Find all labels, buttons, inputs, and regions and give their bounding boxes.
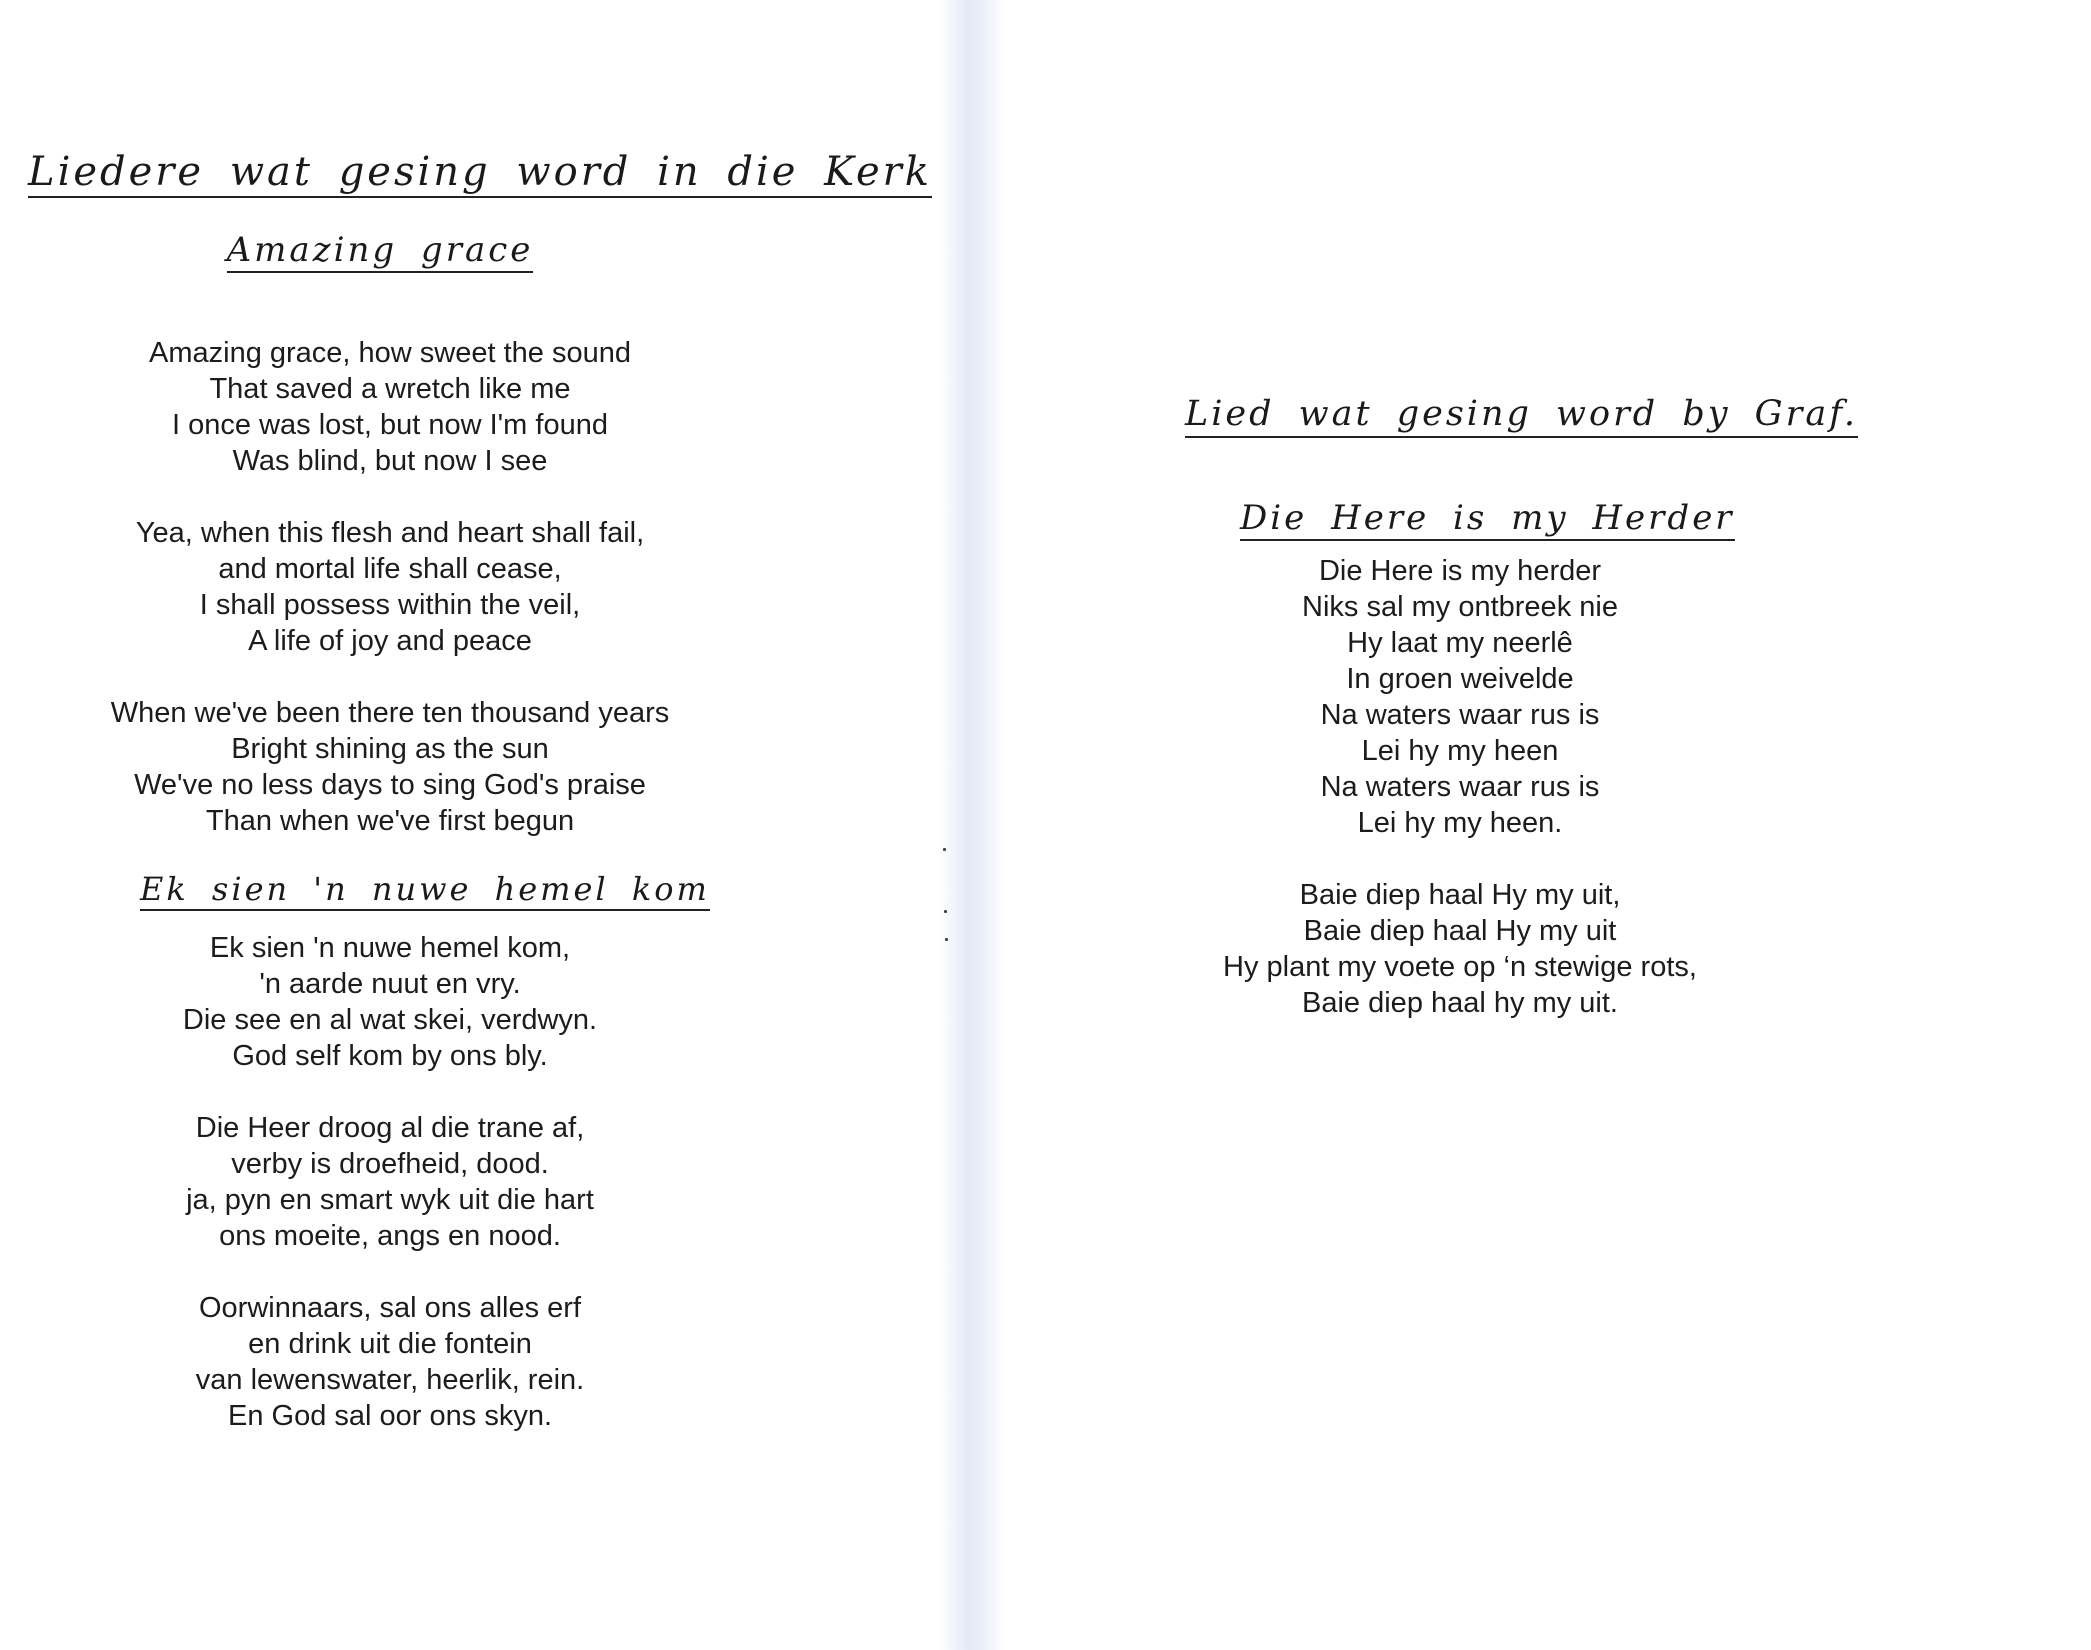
stanza: [50, 515, 730, 659]
lyric-line: and mortal life shall cease,: [218, 553, 562, 585]
song-lyrics-ek-sien: [50, 930, 730, 1434]
song-title-die-here: Die Here is my Herder: [1240, 500, 1735, 541]
lyric-line: ons moeite, angs en nood.: [219, 1220, 561, 1252]
lyric-line: Amazing grace, how sweet the sound: [149, 337, 631, 369]
left-page: [0, 0, 940, 1650]
lyric-line: Hy plant my voete op ‘n stewige rots,: [1223, 951, 1697, 983]
lyric-line: Bright shining as the sun: [231, 733, 549, 765]
lyric-line: Die Here is my herder: [1318, 555, 1602, 587]
lyric-line: Baie diep haal Hy my uit,: [1299, 879, 1621, 911]
lyric-line: Yea, when this flesh and heart shall fail,: [135, 517, 645, 549]
song-title-wrap: [1240, 498, 1735, 541]
lyric-line: Die see en al wat skei, verdwyn.: [182, 1004, 598, 1036]
main-heading-right-wrap: [1185, 394, 1859, 438]
stanza: [1145, 877, 1775, 1021]
lyric-line: Baie diep haal Hy my uit: [1303, 915, 1617, 947]
fold-mark: [944, 910, 947, 913]
stanza: [50, 930, 730, 1074]
lyric-line: Oorwinnaars, sal ons alles erf: [199, 1292, 581, 1324]
lyric-line: Niks sal my ontbreek nie: [1302, 591, 1618, 623]
lyric-line: We've no less days to sing God's praise: [134, 769, 646, 801]
lyric-line: Baie diep haal hy my uit.: [1302, 987, 1618, 1019]
lyric-line: Die Heer droog al die trane af,: [195, 1112, 585, 1144]
stanza: [50, 1110, 730, 1254]
song-lyrics-die-here: [1145, 553, 1775, 1021]
page-fold: [940, 0, 1005, 1650]
lyric-line: Na waters waar rus is: [1320, 699, 1600, 731]
lyric-line: Lei hy my heen.: [1357, 807, 1563, 839]
lyric-line: van lewenswater, heerlik, rein.: [195, 1364, 585, 1396]
stanza: [1145, 553, 1775, 841]
lyric-line: That saved a wretch like me: [209, 373, 571, 405]
lyric-line: Na waters waar rus is: [1320, 771, 1600, 803]
song-title-wrap: [140, 870, 710, 911]
right-page: [1005, 0, 2091, 1650]
lyric-line: Was blind, but now I see: [232, 445, 548, 477]
lyric-line: Lei hy my heen: [1361, 735, 1559, 767]
lyric-line: 'n aarde nuut en vry.: [259, 968, 521, 1000]
song-lyrics-amazing-grace: [50, 335, 730, 839]
song-title-wrap: [180, 232, 580, 273]
lyric-line: Ek sien 'n nuwe hemel kom,: [209, 932, 571, 964]
stanza: [50, 335, 730, 479]
song-title-ek-sien: Ek sien 'n nuwe hemel kom: [140, 872, 710, 911]
main-heading-left-wrap: [28, 149, 933, 198]
lyric-line: In groen weivelde: [1346, 663, 1574, 695]
lyric-line: I shall possess within the veil,: [199, 589, 581, 621]
lyric-line: Hy laat my neerlê: [1347, 627, 1573, 659]
stanza: [50, 695, 730, 839]
lyric-line: A life of joy and peace: [248, 625, 532, 657]
lyric-line: I once was lost, but now I'm found: [172, 409, 608, 441]
lyric-line: ja, pyn en smart wyk uit die hart: [186, 1184, 594, 1216]
lyric-line: verby is droefheid, dood.: [231, 1148, 549, 1180]
lyric-line: Than when we've first begun: [205, 805, 575, 837]
lyric-line: en drink uit die fontein: [248, 1328, 532, 1360]
song-title-amazing-grace: Amazing grace: [227, 232, 534, 273]
main-heading-right: Lied wat gesing word by Graf.: [1185, 395, 1858, 438]
lyric-line: When we've been there ten thousand years: [110, 697, 670, 729]
lyric-line: En God sal oor ons skyn.: [228, 1400, 552, 1432]
lyric-line: God self kom by ons bly.: [232, 1040, 548, 1072]
fold-mark: [943, 848, 946, 851]
stanza: [50, 1290, 730, 1434]
fold-mark: [945, 938, 948, 941]
main-heading-left: Liedere wat gesing word in die Kerk: [28, 150, 932, 198]
